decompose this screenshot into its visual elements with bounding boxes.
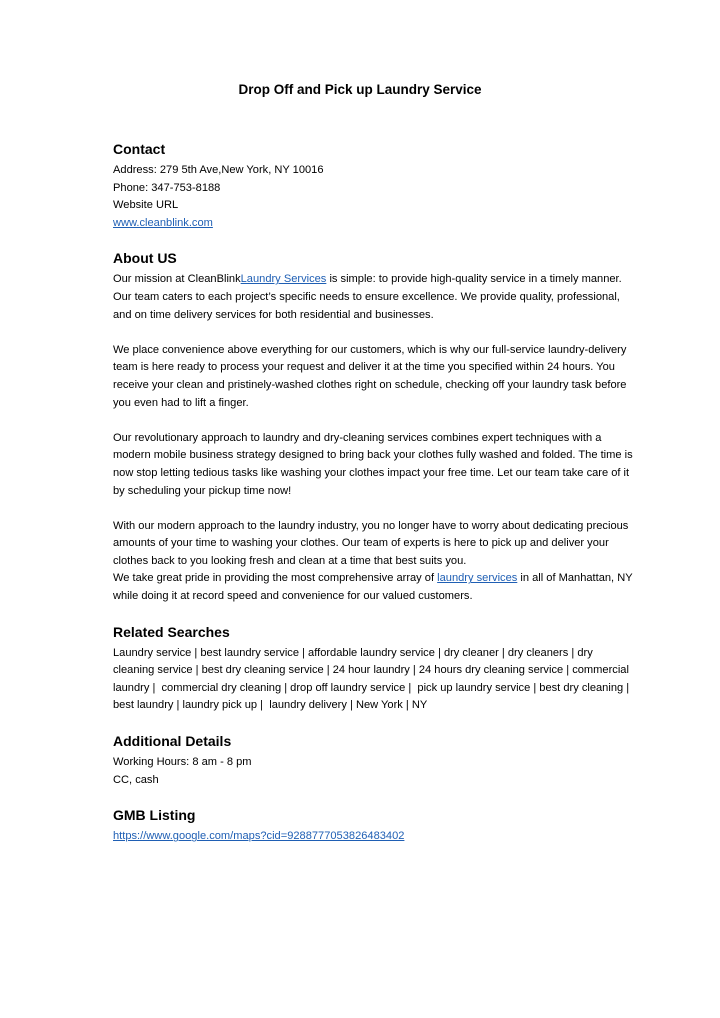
address-text: Address: 279 5th Ave,New York, NY 10016 [113,164,324,176]
about-paragraph-1 [113,271,633,324]
gmb-section [113,806,633,846]
laundry-services-link[interactable]: Laundry Services [240,273,327,286]
contact-heading: Contact [113,141,166,157]
contact-section [113,140,633,232]
about-p5-text-rest: in all of Manhattan, NY while doing it at record speed and convenience for our valued customers. [113,572,633,603]
about-paragraph-5 [113,570,633,605]
about-heading: About US [113,250,177,267]
gmb-link[interactable]: https://www.google.com/maps?cid=9288777053826483402 [113,830,405,843]
website-link[interactable]: www.cleanblink.com [113,216,213,229]
gmb-heading: GMB Listing [113,807,196,824]
about-p1-text: Our mission at CleanBlink [113,273,241,286]
document-body [113,140,633,863]
about-p1-text-rest: is simple: to provide high-quality service in a timely manner. Our team caters to each project’s specific needs to ensure excellence. We provide quality, professional, and on time delivery services for both residential and businesses. [113,273,622,321]
laundry-services-link-2[interactable]: laundry services [437,572,518,585]
website-label: Website URL [113,199,179,212]
about-paragraph-2: We place convenience above everything for our customers, which is why our full-service laundry-delivery team is here ready to process your request and deliver it at the time you specified within 24 hours. You receive your clean and pristinely-washed clothes right on schedule, checking off your laundry task before you even had to lift a finger. [113,343,627,409]
payment-text: CC, cash [113,773,159,786]
related-searches-heading: Related Searches [113,623,230,640]
about-paragraph-4: With our modern approach to the laundry industry, you no longer have to worry about dedicating precious amounts of your time to washing your clothes. Our team of experts is here to pick up and deliver your clothes back to you looking fresh and clean at a time that best suits you. [113,519,629,567]
related-searches-text: Laundry service | best laundry service | affordable laundry service | dry cleaner | dry cleaners | dry cleaning service | best dry cleaning service | 24 hour laundry | 24 hours dry cleaning service | commercial laundry | commercial dry cleaning | drop off laundry service | pick up laundry service | best dry cleaning | best laundry | laundry pick up | laundry delivery | New York | NY [113,646,633,712]
document-title: Drop Off and Pick up Laundry Service [238,82,482,97]
related-searches-section [113,623,633,715]
phone-text: Phone: 347-753-8188 [113,181,221,194]
about-section [113,249,633,605]
additional-details-section [113,732,633,789]
about-p5-text: We take great pride in providing the most comprehensive array of [113,572,438,585]
additional-details-heading: Additional Details [113,733,232,750]
working-hours-text: Working Hours: 8 am - 8 pm [113,756,252,769]
about-paragraph-3: Our revolutionary approach to laundry and dry-cleaning services combines expert techniques with a modern mobile business strategy designed to bring back your clothes fully washed and folded. The time is now stop letting tedious tasks like washing your clothes impact your free time. Let our team take care of it by scheduling your pickup time now! [113,431,633,497]
